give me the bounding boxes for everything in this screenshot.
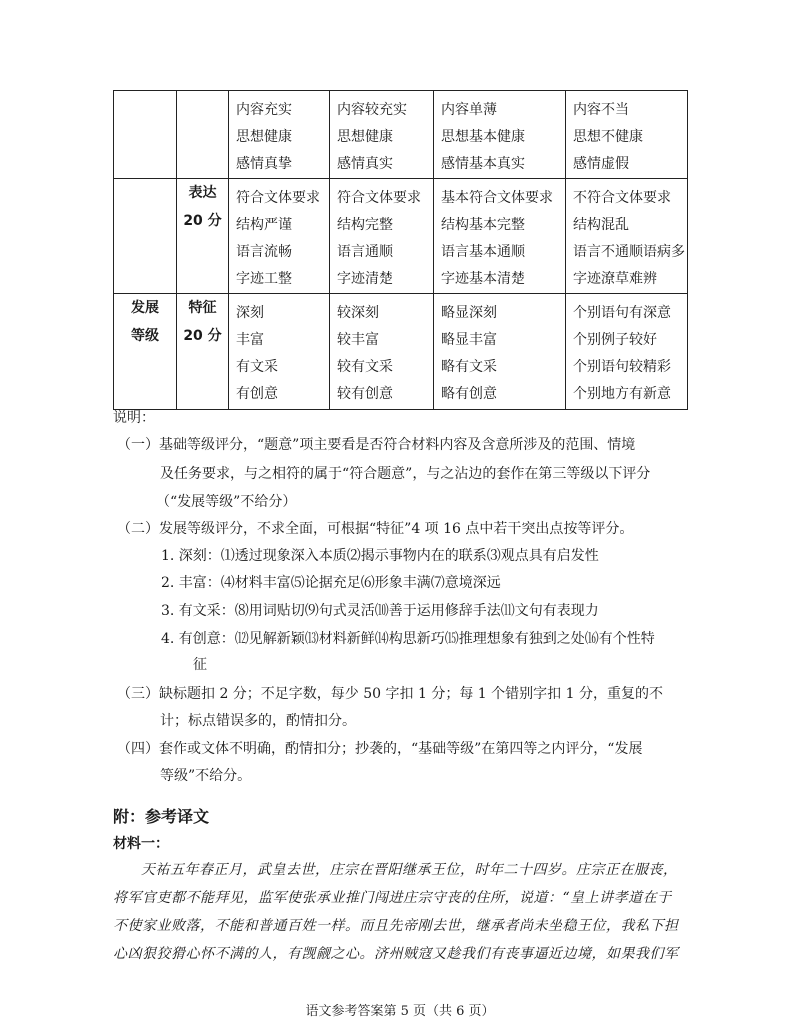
- grade-3-cell: [434, 91, 566, 179]
- expression-label: [177, 179, 229, 294]
- cell-line: 个别语句较精彩: [573, 359, 671, 375]
- cell-line: 感情真挚: [236, 156, 292, 172]
- grade-1-cell: [229, 294, 330, 410]
- group-label-cell-empty: [114, 179, 177, 294]
- cell-line: 内容单薄: [441, 102, 497, 118]
- cell-line: 思想健康: [337, 129, 393, 145]
- cell-line: 略有创意: [441, 386, 497, 402]
- note-item-3-line-2: 计；标点错误多的，酌情扣分。: [160, 713, 356, 729]
- cell-line: 内容不当: [573, 102, 629, 118]
- note-item-2: （二）发展等级评分，不求全面，可根据“特征”4 项 16 点中若干突出点按等评分。: [117, 521, 634, 537]
- cell-line: 符合文体要求: [236, 190, 320, 206]
- cell-line: 感情基本真实: [441, 156, 525, 172]
- label-line: 表达: [188, 185, 217, 201]
- rubric-row-development: [114, 294, 688, 410]
- cell-line: 丰富: [236, 332, 264, 348]
- grade-4-cell: [566, 179, 688, 294]
- cell-line: 个别语句有深意: [573, 305, 671, 321]
- cell-line: 略显深刻: [441, 305, 497, 321]
- cell-line: 深刻: [236, 305, 264, 321]
- cell-line: 较有创意: [337, 386, 393, 402]
- note-item-4-line-2: 等级”不给分。: [160, 768, 252, 784]
- cell-line: 略显丰富: [441, 332, 497, 348]
- note-sub-2: 2. 丰富：⑷材料丰富⑸论据充足⑹形象丰满⑺意境深远: [161, 575, 501, 591]
- cell-line: 语言基本通顺: [441, 244, 525, 260]
- grade-2-cell: [330, 294, 434, 410]
- scoring-rubric-table: [113, 90, 688, 410]
- label-line: 发展: [131, 300, 159, 316]
- rubric-row-content: [114, 91, 688, 179]
- note-item-3-line-1: （三）缺标题扣 2 分；不足字数，每少 50 字扣 1 分；每 1 个错别字扣 1 分，重复的不: [117, 686, 663, 702]
- note-sub-4-line-2: 征: [193, 657, 207, 673]
- cell-line: 基本符合文体要求: [441, 190, 553, 206]
- cell-line: 符合文体要求: [337, 190, 421, 206]
- note-item-1-line-2: 及任务要求，与之相符的属于“符合题意”，与之沾边的套作在第三等级以下评分: [160, 466, 651, 482]
- notes-heading: 说明：: [113, 410, 155, 426]
- cell-line: 个别例子较好: [573, 332, 657, 348]
- appendix-title: 附：参考译文: [113, 807, 210, 826]
- grade-3-cell: [434, 294, 566, 410]
- cell-line: 较有文采: [337, 359, 393, 375]
- note-sub-4-line-1: 4. 有创意：⑿见解新颖⒀材料新鲜⒁构思新巧⒂推理想象有独到之处⒃有个性特: [161, 631, 655, 647]
- cell-line: 结构基本完整: [441, 217, 525, 233]
- grade-4-cell: [566, 294, 688, 410]
- cell-line: 字迹工整: [236, 271, 292, 287]
- grade-2-cell: [330, 179, 434, 294]
- label-line: 特征: [188, 300, 217, 316]
- cell-line: 字迹基本清楚: [441, 271, 525, 287]
- feature-label: [177, 294, 229, 410]
- label-cell-empty: [177, 91, 229, 179]
- cell-line: 语言流畅: [236, 244, 292, 260]
- cell-line: 不符合文体要求: [573, 190, 671, 206]
- grade-1-cell: [229, 179, 330, 294]
- note-item-1-line-1: （一）基础等级评分，“题意”项主要看是否符合材料内容及含意所涉及的范围、情境: [117, 437, 636, 453]
- grade-4-cell: [566, 91, 688, 179]
- grade-1-cell: [229, 91, 330, 179]
- cell-line: 语言通顺: [337, 244, 393, 260]
- translation-line-3: 不使家业败落，不能和普通百姓一样。而且先帝刚去世，继承者尚未坐稳王位，我私下担: [113, 918, 679, 934]
- cell-line: 结构混乱: [573, 217, 629, 233]
- grade-3-cell: [434, 179, 566, 294]
- cell-line: 语言不通顺语病多: [573, 244, 685, 260]
- page-footer: 语文参考答案第 5 页（共 6 页）: [305, 1004, 495, 1019]
- cell-line: 有文采: [236, 359, 278, 375]
- cell-line: 个别地方有新意: [573, 386, 671, 402]
- translation-line-1: 天祐五年春正月，武皇去世，庄宗在晋阳继承王位，时年二十四岁。庄宗正在服丧，: [141, 862, 678, 878]
- cell-line: 字迹清楚: [337, 271, 393, 287]
- cell-line: 思想不健康: [573, 129, 643, 145]
- label-line: 20 分: [183, 213, 222, 229]
- cell-line: 较深刻: [337, 305, 379, 321]
- label-line: 等级: [131, 328, 159, 344]
- cell-line: 略有文采: [441, 359, 497, 375]
- cell-line: 字迹潦草难辨: [573, 271, 657, 287]
- development-level-label: [114, 294, 177, 410]
- translation-line-2: 将军官吏都不能拜见，监军使张承业推门闯进庄宗守丧的住所，说道：“皇上讲孝道在于: [113, 890, 672, 906]
- label-line: 20 分: [183, 328, 222, 344]
- group-label-cell-empty: [114, 91, 177, 179]
- note-sub-3: 3. 有文采：⑻用词贴切⑼句式灵活⑽善于运用修辞手法⑾文句有表现力: [161, 603, 599, 619]
- cell-line: 内容充实: [236, 102, 292, 118]
- cell-line: 结构完整: [337, 217, 393, 233]
- cell-line: 感情真实: [337, 156, 393, 172]
- translation-line-4: 心凶狠狡猾心怀不满的人，有觊觎之心。济州贼寇又趁我们有丧事逼近边境，如果我们军: [113, 946, 679, 962]
- cell-line: 有创意: [236, 386, 278, 402]
- cell-line: 思想基本健康: [441, 129, 525, 145]
- note-item-4-line-1: （四）套作或文体不明确，酌情扣分；抄袭的，“基础等级”在第四等之内评分，“发展: [117, 741, 643, 757]
- rubric-row-expression: [114, 179, 688, 294]
- cell-line: 思想健康: [236, 129, 292, 145]
- cell-line: 较丰富: [337, 332, 379, 348]
- grade-2-cell: [330, 91, 434, 179]
- note-item-1-line-3: （“发展等级”不给分）: [156, 494, 297, 510]
- material-one-title: 材料一：: [113, 836, 169, 852]
- note-sub-1: 1. 深刻：⑴透过现象深入本质⑵揭示事物内在的联系⑶观点具有启发性: [161, 548, 599, 564]
- cell-line: 结构严谨: [236, 217, 292, 233]
- cell-line: 内容较充实: [337, 102, 407, 118]
- cell-line: 感情虚假: [573, 156, 629, 172]
